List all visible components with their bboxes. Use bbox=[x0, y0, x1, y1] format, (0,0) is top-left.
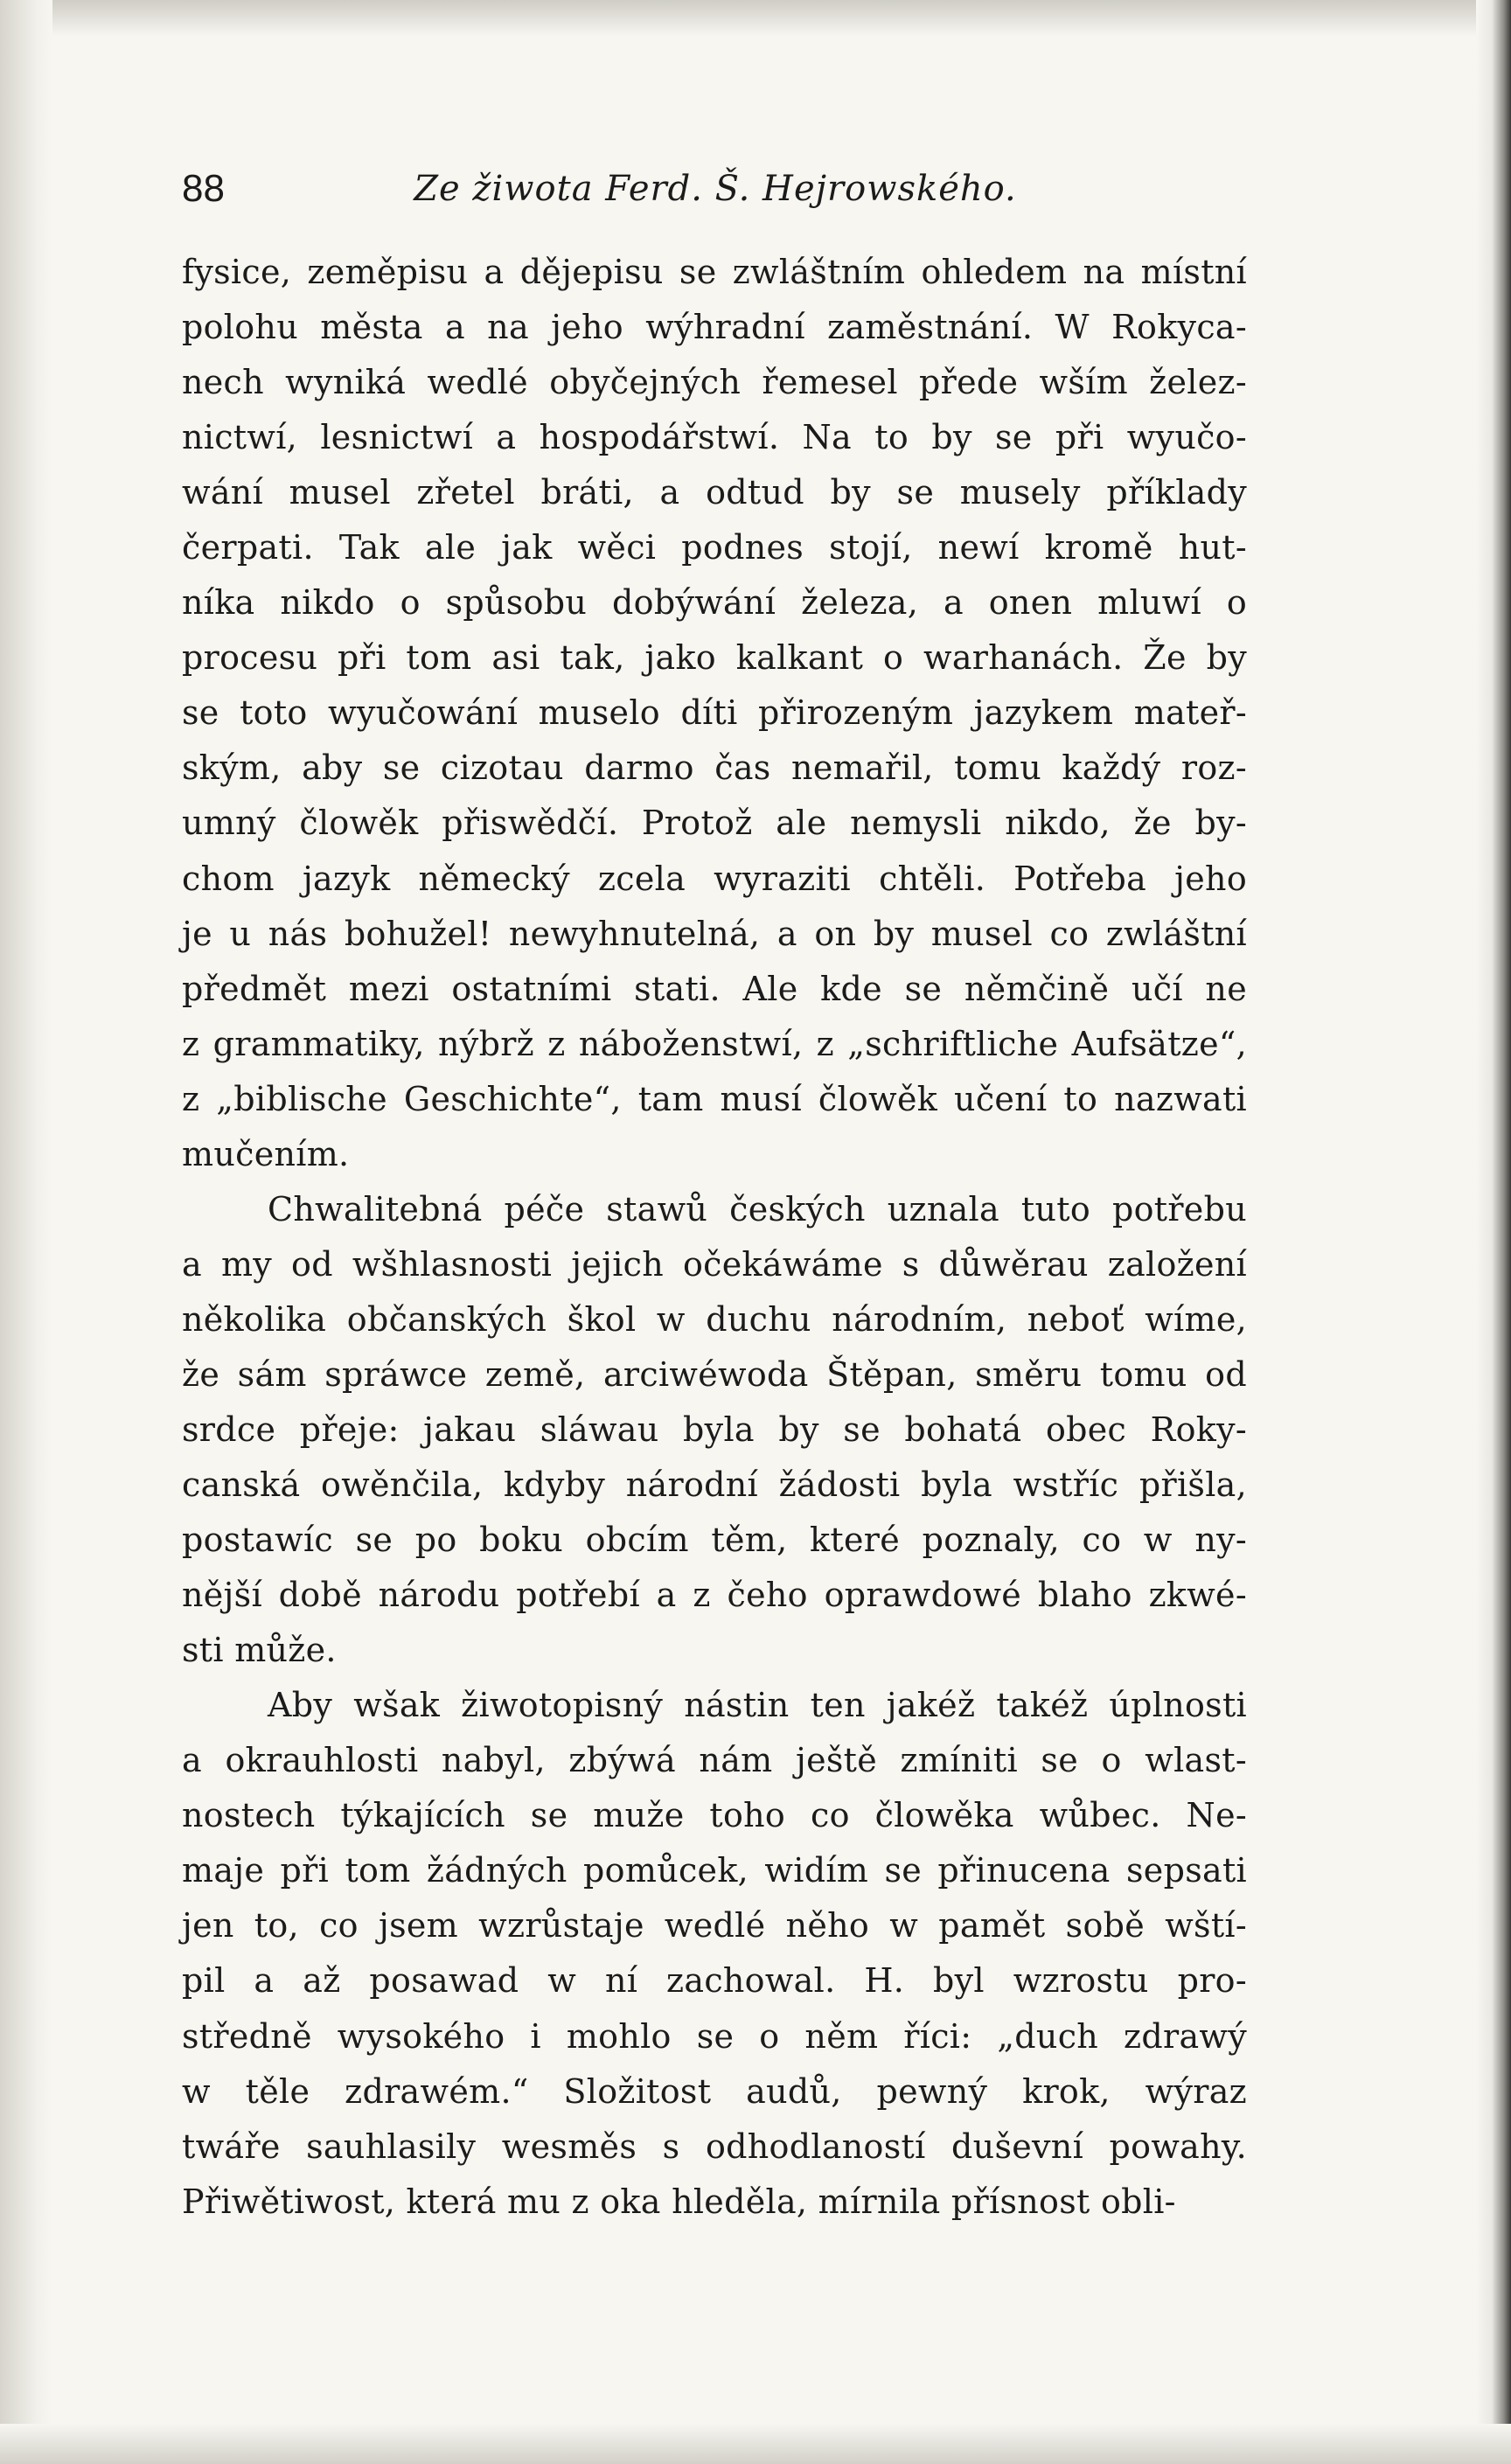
text-line: srdce přeje: jakau sláwau byla by se bohatá obec Roky- bbox=[182, 1409, 1247, 1449]
text-line: nictwí, lesnictwí a hospodářstwí. Na to by se při wyučo- bbox=[182, 418, 1247, 457]
text-line: Chwalitebná péče stawů českých uznala tuto potřebu bbox=[268, 1189, 1247, 1229]
text-line: a my od wšhlasnosti jejich očekáwáme s důwěrau založení bbox=[182, 1244, 1247, 1284]
page-shadow-right bbox=[1476, 0, 1511, 2464]
text-line: twáře sauhlasily wesměs s odhodlaností duševní powahy. bbox=[182, 2126, 1247, 2166]
running-title: Ze žiwota Ferd. Š. Hejrowského. bbox=[414, 169, 1017, 209]
text-line: předmět mezi ostatními stati. Ale kde se němčině učí ne bbox=[182, 969, 1247, 1008]
text-line: polohu města a na jeho wýhradní zaměstnání. W Rokyca- bbox=[182, 308, 1247, 347]
text-line: z grammatiky, nýbrž z náboženstwí, z „schriftliche Aufsätze“, bbox=[182, 1024, 1247, 1063]
text-line: se toto wyučowání muselo díti přirozeným jazykem mateř- bbox=[182, 693, 1247, 733]
text-line: Aby wšak žiwotopisný nástin ten jakéž takéž úplnosti bbox=[268, 1686, 1247, 1725]
text-line: nostech týkajících se muže toho co člowěka wůbec. Ne- bbox=[182, 1796, 1247, 1835]
paragraph bbox=[182, 1678, 1247, 2229]
text-line: fysice, zeměpisu a dějepisu se zwláštním ohledem na místní bbox=[182, 253, 1247, 291]
text-line: nech wyniká wedlé obyčejných řemesel přede wším želez- bbox=[182, 363, 1247, 402]
text-line: chom jazyk německý zcela wyraziti chtěli. Potřeba jeho bbox=[182, 859, 1247, 898]
text-line: w těle zdrawém.“ Složitost audů, pewný krok, wýraz bbox=[182, 2071, 1247, 2111]
text-line: pil a až posawad w ní zachowal. H. byl wzrostu pro- bbox=[182, 1961, 1247, 2001]
text-line: středně wysokého i mohlo se o něm říci: „duch zdrawý bbox=[182, 2016, 1247, 2056]
paragraph bbox=[182, 1182, 1247, 1678]
text-line: je u nás bohužel! newyhnutelná, a on by musel co zwláštní bbox=[182, 914, 1247, 953]
text-line: a okrauhlosti nabyl, zbýwá nám ještě zmíniti se o wlast- bbox=[182, 1741, 1247, 1780]
text-line: mučením. bbox=[182, 1134, 350, 1173]
text-line: nější době národu potřebí a z čeho oprawdowé blaho zkwé- bbox=[182, 1576, 1247, 1615]
page-shadow-bottom bbox=[0, 2424, 1511, 2464]
text-line: čerpati. Tak ale jak wěci podnes stojí, newí kromě hut- bbox=[182, 528, 1247, 567]
paragraph bbox=[182, 245, 1247, 1182]
text-line: canská owěnčila, kdyby národní žádosti byla wstříc přišla, bbox=[182, 1465, 1247, 1505]
body-text bbox=[182, 245, 1247, 2230]
text-line: umný člowěk přiswědčí. Protož ale nemysli nikdo, že by- bbox=[182, 804, 1247, 843]
page-number: 88 bbox=[182, 167, 225, 210]
text-line: jen to, co jsem wzrůstaje wedlé něho w pamět sobě wští- bbox=[182, 1906, 1247, 1945]
page-header bbox=[182, 163, 1249, 215]
page-shadow-top bbox=[0, 0, 1511, 37]
text-line: wání musel zřetel bráti, a odtud by se musely příklady bbox=[182, 473, 1247, 512]
text-line: Přiwětiwost, která mu z oka hleděla, mírnila přísnost obli- bbox=[182, 2182, 1176, 2221]
text-line: ským, aby se cizotau darmo čas nemařil, tomu každý roz- bbox=[182, 748, 1247, 788]
text-line: že sám spráwce země, arciwéwoda Štěpan, směru tomu od bbox=[182, 1354, 1247, 1394]
text-line: procesu při tom asi tak, jako kalkant o warhanách. Že by bbox=[182, 638, 1247, 678]
text-line: postawíc se po boku obcím těm, které poznaly, co w ny- bbox=[182, 1521, 1247, 1560]
page-shadow-left bbox=[0, 0, 52, 2464]
text-line: maje při tom žádných pomůcek, widím se přinucena sepsati bbox=[182, 1851, 1247, 1890]
text-line: několika občanských škol w duchu národním, neboť wíme, bbox=[182, 1299, 1247, 1339]
text-line: níka nikdo o spůsobu dobýwání železa, a onen mluwí o bbox=[182, 583, 1247, 623]
text-line: z „biblische Geschichte“, tam musí člowěk učení to nazwati bbox=[182, 1079, 1247, 1118]
text-line: sti může. bbox=[182, 1631, 337, 1670]
